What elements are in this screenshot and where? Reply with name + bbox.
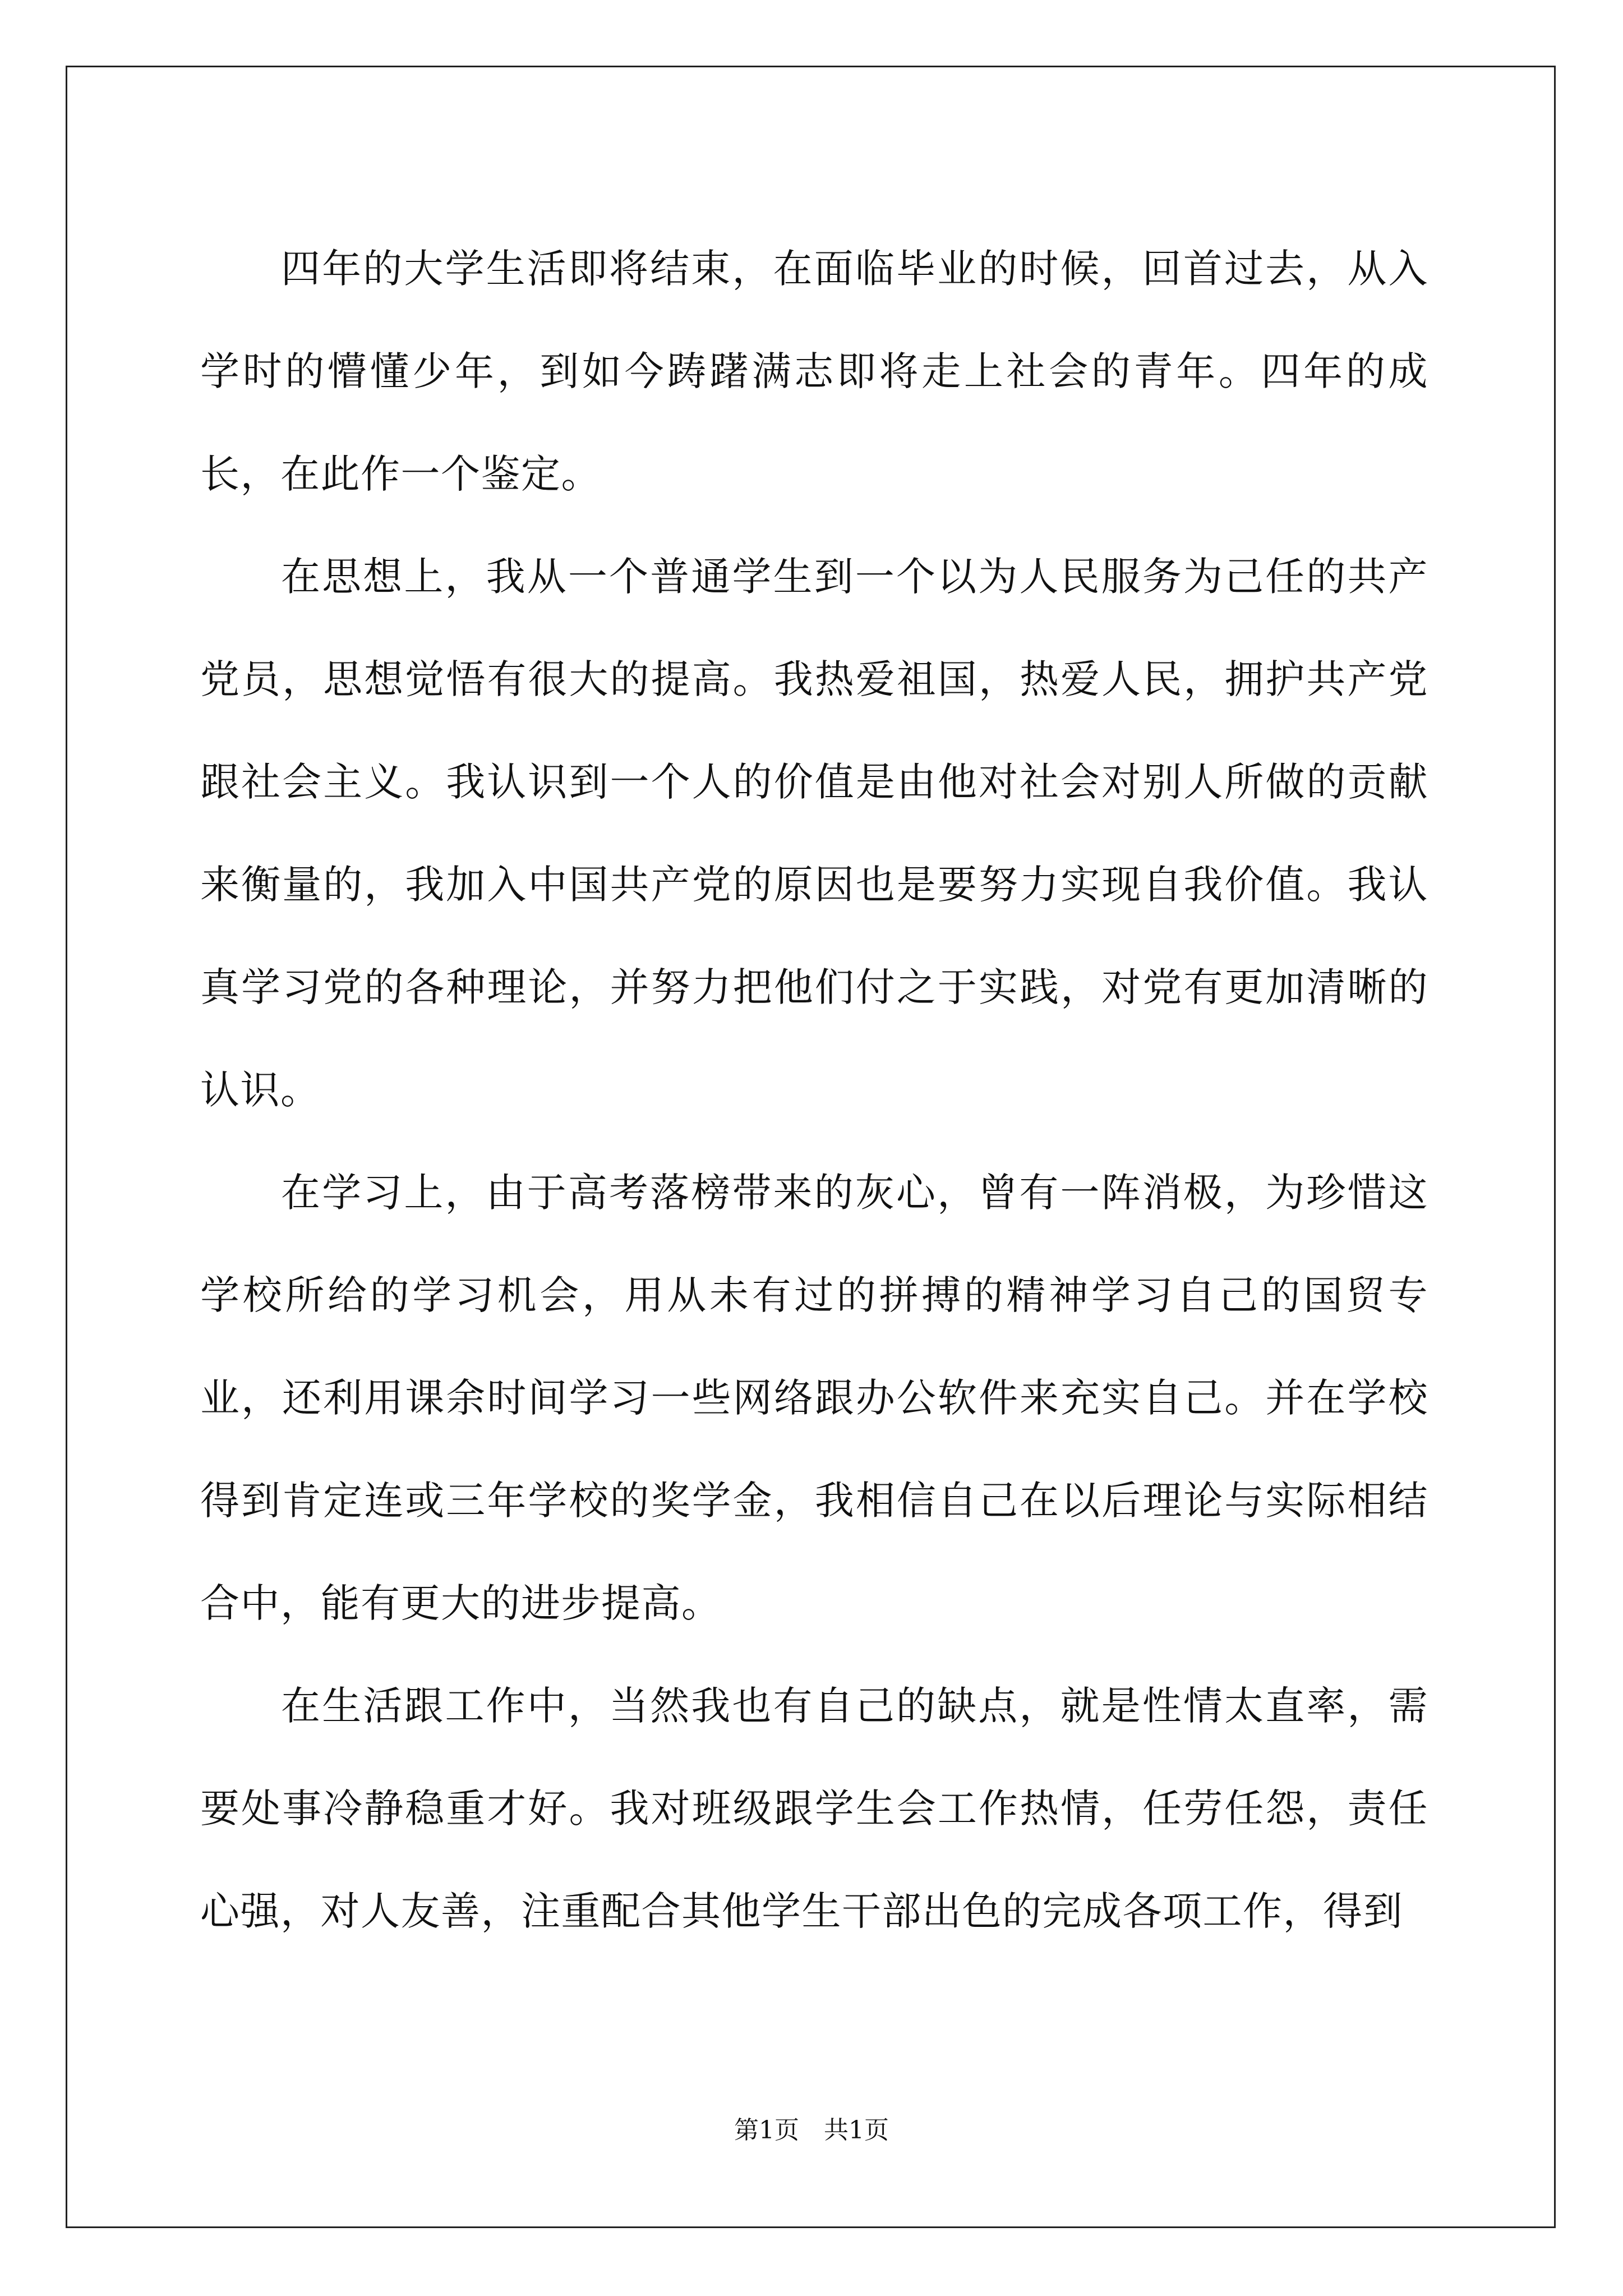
paragraph-life-work: 在生活跟工作中，当然我也有自己的缺点，就是性情太直率，需要处事冷静稳重才好。我对班级跟学生会工作热情，任劳任怨，责任心强，对人友善，注重配合其他学生干部出色的完成各项工作，得到 xyxy=(200,1683,1428,1934)
paragraph-intro: 四年的大学生活即将结束，在面临毕业的时候，回首过去，从入学时的懵懂少年，到如今踌躇满志即将走上社会的青年。四年的成长，在此作一个鉴定。 xyxy=(200,246,1428,497)
document-body xyxy=(200,218,1428,1963)
paragraph-thought: 在思想上，我从一个普通学生到一个以为人民服务为己任的共产党员，思想觉悟有很大的提高。我热爱祖国，热爱人民，拥护共产党跟社会主义。我认识到一个人的价值是由他对社会对别人所做的贡献来衡量的，我加入中国共产党的原因也是要努力实现自我价值。我认真学习党的各种理论，并努力把他们付之于实践，对党有更加清晰的认识。 xyxy=(200,554,1428,1113)
page-footer: 第1页 共1页 xyxy=(734,2116,889,2145)
paragraph-study: 在学习上，由于高考落榜带来的灰心，曾有一阵消极，为珍惜这学校所给的学习机会，用从未有过的拼搏的精神学习自己的国贸专业，还利用课余时间学习一些网络跟办公软件来充实自己。并在学校得到肯定连或三年学校的奖学金，我相信自己在以后理论与实际相结合中，能有更大的进步提高。 xyxy=(200,1170,1428,1626)
